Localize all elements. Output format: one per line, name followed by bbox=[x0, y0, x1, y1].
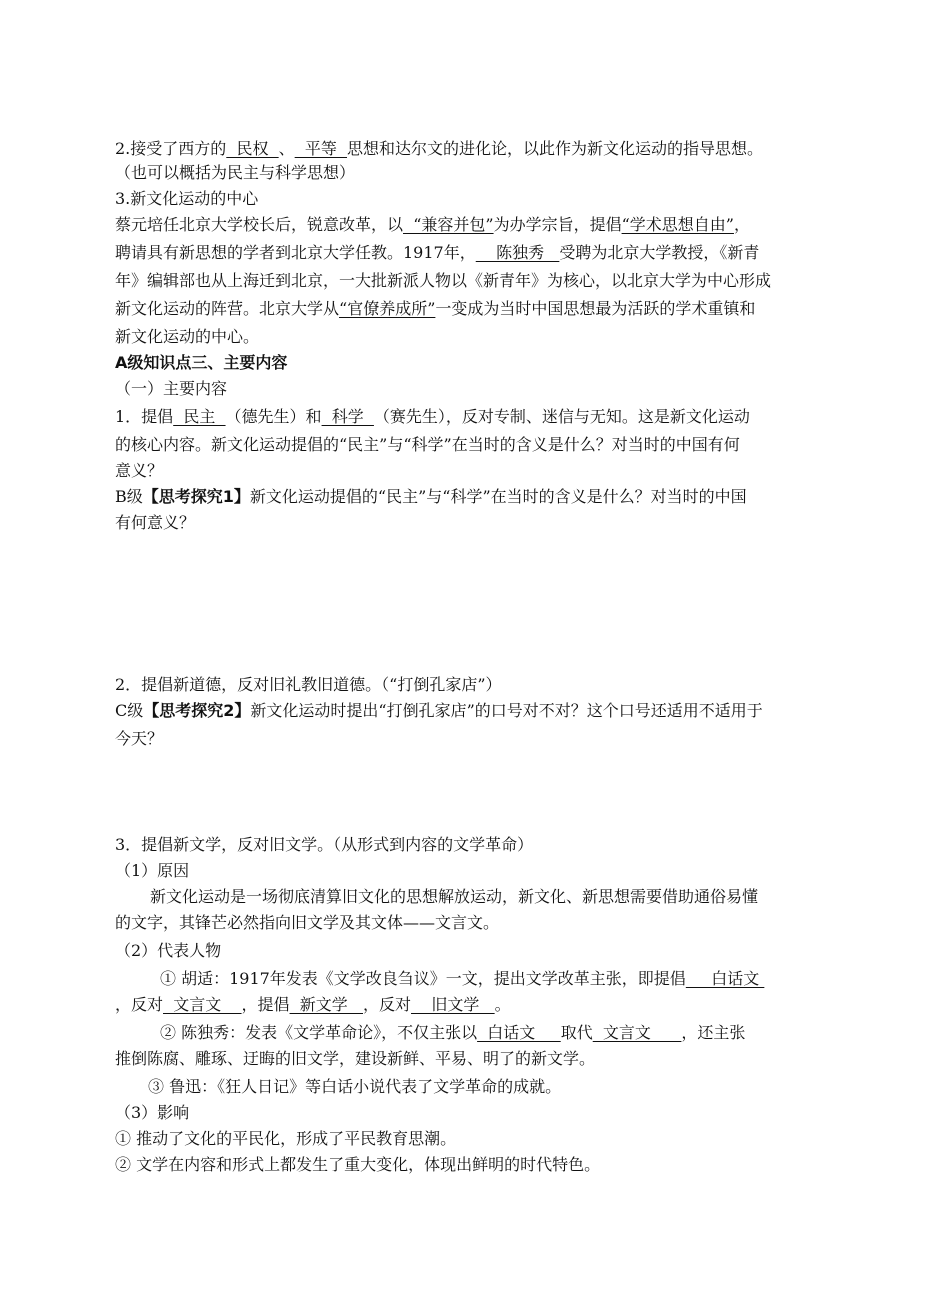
blank-answer: 新文学 bbox=[289, 995, 363, 1014]
text: ，还主张 bbox=[681, 1023, 746, 1042]
section-heading-center: 3.新文化运动的中心 bbox=[115, 189, 259, 208]
paragraph-line: 推倒陈腐、雕琢、迂晦的旧文学，建设新鲜、平易、明了的新文学。 bbox=[115, 1049, 596, 1068]
text: ② 陈独秀：发表《文学革命论》，不仅主张以 bbox=[160, 1023, 478, 1042]
text: 新文化运动时提出“打倒孔家店”的口号对不对？这个口号还适用不适用于 bbox=[250, 701, 763, 720]
blank-answer: “兼容并包” bbox=[403, 215, 494, 234]
blank-answer: 民主 bbox=[173, 407, 226, 426]
blank-answer: 白话文 bbox=[477, 1023, 561, 1042]
list-item: ① 推动了文化的平民化，形成了平民教育思潮。 bbox=[115, 1129, 457, 1148]
blank-answer: 陈独秀 bbox=[475, 243, 560, 262]
paragraph-line: 年》编辑部也从上海迁到北京，一大批新派人物以《新青年》为核心，以北京大学为中心形成 bbox=[115, 271, 772, 290]
paragraph-line bbox=[160, 1022, 745, 1044]
question-title: 【思考探究2】 bbox=[143, 701, 251, 720]
line-note: （也可以概括为民主与科学思想） bbox=[115, 163, 356, 182]
paragraph-line: 的核心内容。新文化运动提倡的“民主”与“科学”在当时的含义是什么？对当时的中国有何 bbox=[115, 435, 740, 454]
subheading: （3）影响 bbox=[115, 1103, 190, 1122]
question-line bbox=[115, 486, 747, 508]
text: ，提倡 bbox=[241, 995, 290, 1014]
text: 新文化运动提倡的“民主”与“科学”在当时的含义是什么？对当时的中国 bbox=[249, 487, 747, 506]
text: B级 bbox=[115, 487, 143, 506]
line-western-thought bbox=[115, 138, 763, 160]
text: （赛先生），反对专制、迷信与无知。这是新文化运动 bbox=[373, 407, 750, 426]
text: ① 胡适：1917年发表《文学改良刍议》一文，提出文学改革主张，即提倡 bbox=[160, 969, 686, 988]
text: 为办学宗旨，提倡 bbox=[493, 215, 622, 234]
list-item: ② 文学在内容和形式上都发生了重大变化，体现出鲜明的时代特色。 bbox=[115, 1155, 601, 1174]
paragraph-line bbox=[115, 994, 511, 1016]
question-line bbox=[115, 700, 763, 722]
paragraph-line bbox=[115, 242, 759, 264]
blank-answer: 白话文 bbox=[685, 969, 765, 988]
blank-answer: “官僚养成所” bbox=[339, 299, 436, 318]
text: 思想和达尔文的进化论，以此作为新文化运动的指导思想。 bbox=[347, 139, 764, 158]
subheading: （2）代表人物 bbox=[115, 941, 222, 960]
paragraph-line: 意义？ bbox=[115, 461, 164, 480]
question-line: 今天？ bbox=[115, 729, 164, 748]
text: 新文化运动的阵营。北京大学从 bbox=[115, 299, 340, 318]
paragraph-line bbox=[160, 968, 764, 990]
blank-answer: 科学 bbox=[321, 407, 374, 426]
text: ，反对 bbox=[363, 995, 412, 1014]
text: ，反对 bbox=[115, 995, 164, 1014]
blank-answer: 平等 bbox=[294, 139, 348, 158]
paragraph-line bbox=[115, 406, 750, 428]
text: 取代 bbox=[560, 1023, 593, 1042]
blank-answer: “学术思想自由” bbox=[621, 215, 734, 234]
text: 蔡元培任北京大学校长后，锐意改革，以 bbox=[115, 215, 404, 234]
subheading: （1）原因 bbox=[115, 861, 190, 880]
text: 聘请具有新思想的学者到北京大学任教。1917年， bbox=[115, 243, 476, 262]
paragraph-line bbox=[115, 298, 755, 320]
blank-answer: 旧文学 bbox=[411, 995, 495, 1014]
paragraph-line: 新文化运动是一场彻底清算旧文化的思想解放运动，新文化、新思想需要借助通俗易懂 bbox=[150, 887, 759, 906]
text: C级 bbox=[115, 701, 144, 720]
blank-answer: 文言文 bbox=[163, 995, 242, 1014]
text: 2.接受了西方的 bbox=[115, 139, 227, 158]
text: 。 bbox=[494, 995, 511, 1014]
subheading: （一）主要内容 bbox=[115, 379, 228, 398]
blank-answer: 文言文 bbox=[592, 1023, 682, 1042]
paragraph-line bbox=[115, 214, 750, 236]
paragraph-line: 的文字，其锋芒必然指向旧文学及其文体——文言文。 bbox=[115, 913, 500, 932]
text: 、 bbox=[278, 139, 295, 158]
text: 受聘为北京大学教授，《新青 bbox=[559, 243, 760, 262]
paragraph-line: 3．提倡新文学，反对旧文学。（从形式到内容的文学革命） bbox=[115, 835, 534, 854]
paragraph-line: ③ 鲁迅：《狂人日记》等白话小说代表了文学革命的成就。 bbox=[148, 1077, 562, 1096]
paragraph-line: 新文化运动的中心。 bbox=[115, 327, 260, 346]
text: 1．提倡 bbox=[115, 407, 174, 426]
text: 一变成为当时中国思想最为活跃的学术重镇和 bbox=[435, 299, 756, 318]
text: ， bbox=[733, 215, 750, 234]
question-line: 有何意义？ bbox=[115, 513, 196, 532]
text: （德先生）和 bbox=[225, 407, 322, 426]
question-title: 【思考探究1】 bbox=[142, 487, 250, 506]
paragraph-line: 2．提倡新道德，反对旧礼教旧道德。（“打倒孔家店”） bbox=[115, 675, 502, 694]
section-heading-main-content: A级知识点三、主要内容 bbox=[115, 353, 288, 372]
blank-answer: 民权 bbox=[226, 139, 279, 158]
